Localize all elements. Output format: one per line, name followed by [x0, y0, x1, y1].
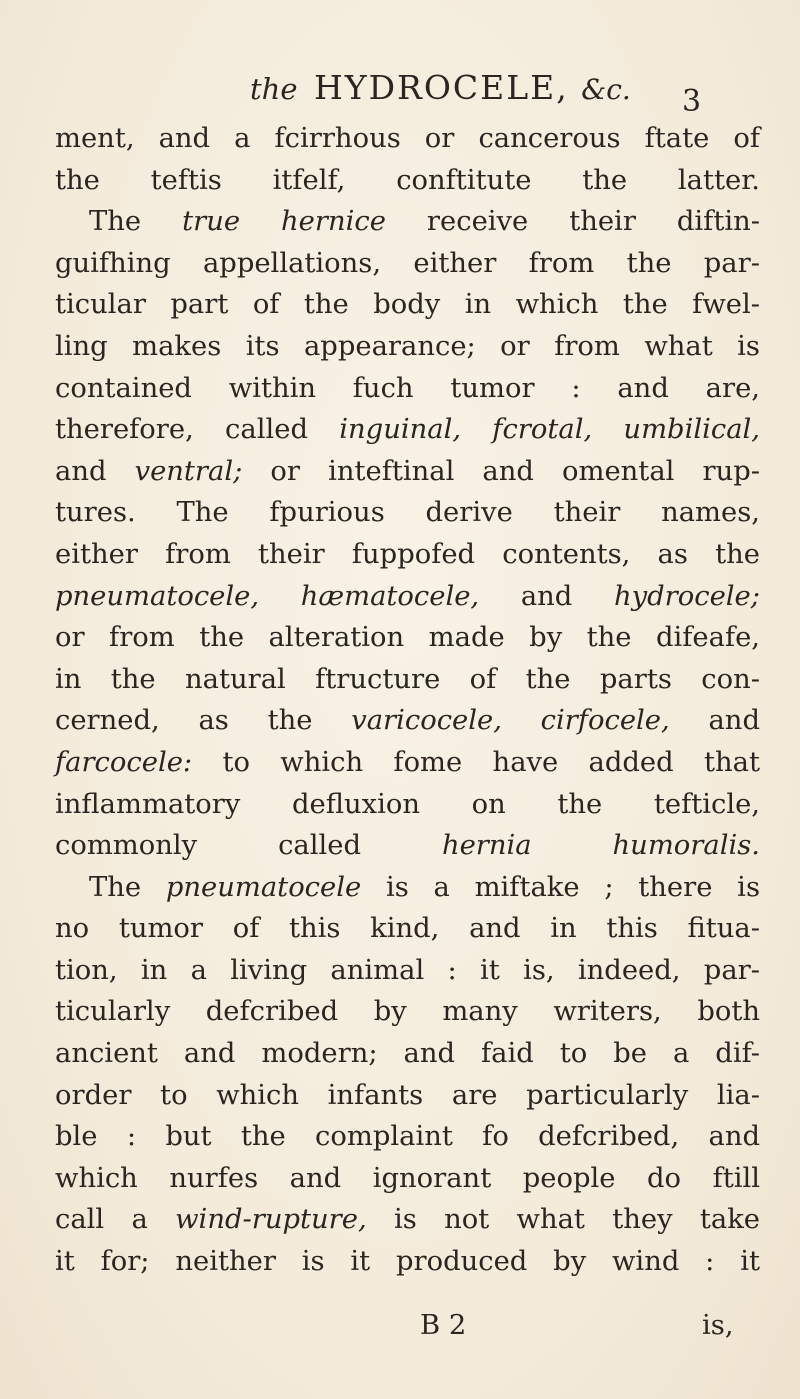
- text-line: [55, 825, 760, 867]
- text-line: [55, 118, 760, 160]
- page-number: 3: [682, 84, 702, 119]
- text-segment: and: [55, 455, 135, 487]
- italic-text: inguinal, fcrotal, umbilical,: [339, 414, 760, 446]
- text-segment: or from the alteration made by the difeafe,: [55, 622, 760, 654]
- text-segment: contained within fuch tumor : and are,: [55, 372, 760, 404]
- text-segment: and: [669, 705, 760, 737]
- text-segment: and: [479, 580, 615, 612]
- text-line: [55, 326, 760, 368]
- text-line: [55, 1033, 760, 1075]
- signature-mark: B 2: [420, 1310, 467, 1341]
- text-line: [55, 991, 760, 1033]
- text-segment: receive their diftin-: [385, 206, 760, 238]
- text-segment: call a: [55, 1204, 176, 1236]
- text-line: [55, 284, 760, 326]
- text-line: [55, 1241, 760, 1283]
- text-line: [55, 700, 760, 742]
- text-segment: in the natural ftructure of the parts con-: [55, 663, 760, 695]
- text-segment: cerned, as the: [55, 705, 352, 737]
- text-segment: which nurfes and ignorant people do ftill: [55, 1162, 760, 1194]
- italic-text: farcocele:: [55, 746, 193, 778]
- text-segment: tion, in a living animal : it is, indeed, par-: [55, 954, 760, 986]
- text-line: [55, 1075, 760, 1117]
- text-line: [55, 368, 760, 410]
- text-segment: no tumor of this kind, and in this fitua-: [55, 913, 760, 945]
- italic-text: hydrocele;: [614, 580, 760, 612]
- text-line: [55, 576, 760, 618]
- running-head-title: HYDROCELE,: [314, 68, 569, 107]
- text-segment: ticularly defcribed by many writers, both: [55, 996, 760, 1028]
- text-segment: The: [89, 206, 183, 238]
- text-line: [55, 1199, 760, 1241]
- text-line: [55, 950, 760, 992]
- text-line: [55, 243, 760, 285]
- italic-text: pneumatocele: [165, 871, 362, 903]
- catchword: is,: [702, 1310, 734, 1341]
- text-line: [55, 409, 760, 451]
- text-segment: tures. The fpurious derive their names,: [55, 497, 760, 529]
- text-segment: ling makes its appearance; or from what is: [55, 330, 760, 362]
- text-segment: the teftis itfelf, conftitute the latter.: [55, 164, 760, 196]
- text-segment: therefore, called: [55, 414, 340, 446]
- text-line: [55, 492, 760, 534]
- text-line: [55, 160, 760, 202]
- text-segment: it for; neither is it produced by wind : it: [55, 1246, 760, 1278]
- running-head: [250, 68, 670, 116]
- running-head-article: the: [250, 72, 298, 106]
- text-segment: The: [89, 871, 166, 903]
- text-segment: either from their fuppofed contents, as the: [55, 538, 760, 570]
- running-head-etc: &c.: [581, 73, 631, 106]
- text-line: [55, 867, 760, 909]
- italic-text: varicocele, cirfocele,: [351, 705, 670, 737]
- text-segment: ment, and a fcirrhous or cancerous ftate of: [55, 123, 760, 154]
- text-segment: commonly called: [55, 830, 442, 862]
- page-footer: [0, 1305, 800, 1347]
- text-segment: or inteftinal and omental rup-: [242, 455, 761, 487]
- text-line: [55, 534, 760, 576]
- italic-text: hernia humoralis.: [441, 830, 760, 862]
- text-segment: to which fome have added that: [192, 746, 760, 778]
- text-line: [55, 1158, 760, 1200]
- text-line: [55, 742, 760, 784]
- text-line: [55, 784, 760, 826]
- text-line: [55, 451, 760, 493]
- text-segment: ble : but the complaint fo defcribed, and: [55, 1121, 760, 1153]
- text-segment: ancient and modern; and faid to be a dif-: [55, 1038, 760, 1070]
- text-line: [55, 617, 760, 659]
- text-line: [55, 1116, 760, 1158]
- text-line: [55, 659, 760, 701]
- text-segment: is a miftake ; there is: [361, 871, 761, 903]
- text-segment: is not what they take: [366, 1204, 760, 1236]
- italic-text: wind-rupture,: [175, 1204, 367, 1236]
- text-segment: inflammatory defluxion on the tefticle,: [55, 788, 760, 820]
- text-line: [55, 908, 760, 950]
- italic-text: ventral;: [134, 455, 243, 487]
- text-segment: order to which infants are particularly lia-: [55, 1079, 760, 1111]
- text-line: [55, 201, 760, 243]
- italic-text: true hernice: [182, 206, 386, 238]
- text-segment: guifhing appellations, either from the par-: [55, 247, 760, 279]
- body-text: [55, 118, 760, 1283]
- text-segment: ticular part of the body in which the fwel-: [55, 289, 760, 321]
- italic-text: pneumatocele, hæmatocele,: [55, 580, 480, 612]
